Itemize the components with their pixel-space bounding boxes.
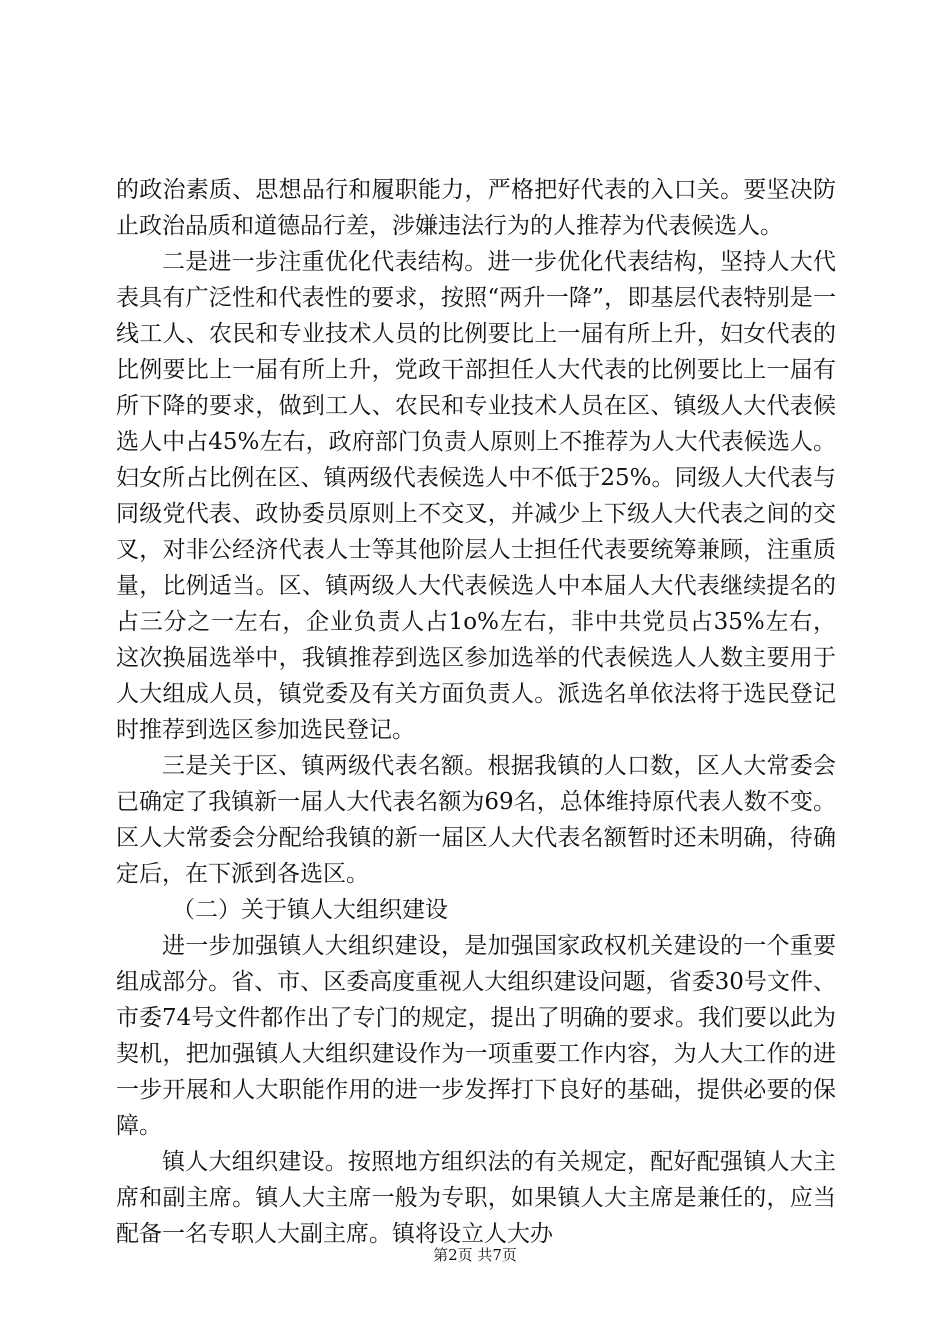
section-heading: （二）关于镇人大组织建设 [172,897,448,923]
paragraph-continuation: 的政治素质、思想品行和履职能力，严格把好代表的入口关。要坚决防止政治品质和道德品行差，涉嫌违法行为的人推荐为代表候选人。 [116,177,836,239]
paragraph-organization-building: 进一步加强镇人大组织建设，是加强国家政权机关建设的一个重要组成部分。省、市、区委高度重视人大组织建设问题，省委30号文件、市委74号文件都作出了专门的规定，提出了明确的要求。我们要以此为契机，把加强镇人大组织建设作为一项重要工作内容，为人大工作的进一步开展和人大职能作用的进一步发挥打下良好的基础，提供必要的保障。 [116,933,836,1139]
paragraph-town-congress-organization: 镇人大组织建设。按照地方组织法的有关规定，配好配强镇人大主席和副主席。镇人大主席一般为专职，如果镇人大主席是兼任的，应当配备一名专职人大副主席。镇将设立人大办 [116,1149,836,1247]
page-number-footer: 第2页 共7页 [433,1246,517,1264]
paragraph-representative-structure: 二是进一步注重优化代表结构。进一步优化代表结构，坚持人大代表具有广泛性和代表性的要求，按照“两升一降”，即基层代表特别是一线工人、农民和专业技术人员的比例要比上一届有所上升，妇女代表的比例要比上一届有所上升，党政干部担任人大代表的比例要比上一届有所下降的要求，做到工人、农民和专业技术人员在区、镇级人大代表候选人中占45%左右，政府部门负责人原则上不推荐为人大代表候选人。妇女所占比例在区、镇两级代表候选人中不低于25%。同级人大代表与同级党代表、政协委员原则上不交叉，并减少上下级人大代表之间的交叉，对非公经济代表人士等其他阶层人士担任代表要统筹兼顾，注重质量，比例适当。区、镇两级人大代表候选人中本届人大代表继续提名的占三分之一左右，企业负责人占1o%左右，非中共党员占35%左右，这次换届选举中，我镇推荐到选区参加选举的代表候选人人数主要用于人大组成人员，镇党委及有关方面负责人。派选名单依法将于选民登记时推荐到选区参加选民登记。 [116,249,836,743]
document-body [116,172,836,1252]
paragraph-representative-quota: 三是关于区、镇两级代表名额。根据我镇的人口数，区人大常委会已确定了我镇新一届人大代表名额为69名，总体维持原代表人数不变。区人大常委会分配给我镇的新一届区人大代表名额暂时还未明确，待确定后，在下派到各选区。 [116,753,836,887]
